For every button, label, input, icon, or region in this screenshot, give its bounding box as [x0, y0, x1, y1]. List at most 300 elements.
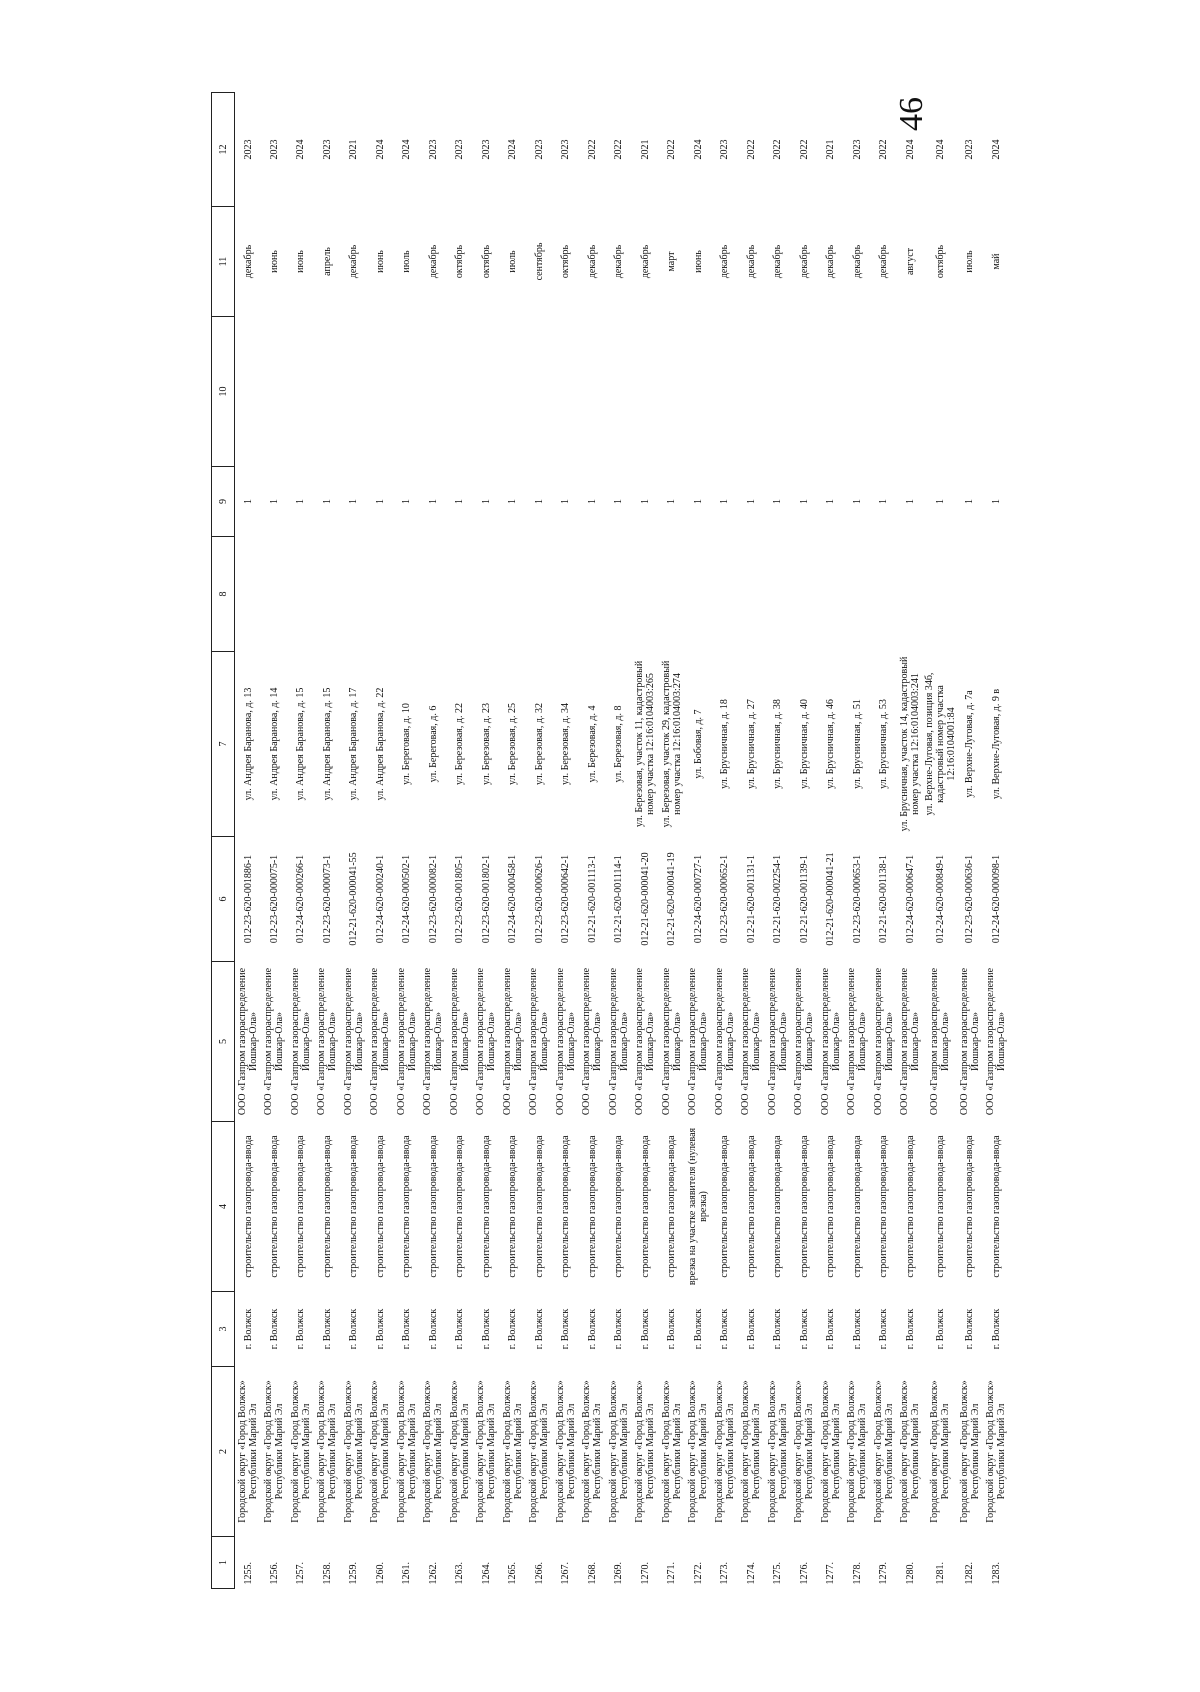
table-cell — [606, 537, 633, 652]
table-cell: 2023 — [533, 139, 545, 160]
table-cell: Городской округ «Город Волжск» Республики Марий Эл — [740, 1380, 763, 1523]
table-cell: ООО «Газпром газораспределение Йошкар-Ола» — [793, 967, 816, 1116]
table-cell: строительство газопровода-ввода — [639, 1135, 651, 1278]
table-cell: 1270. — [639, 1562, 651, 1585]
table-cell: г. Волжск — [454, 1308, 466, 1350]
table-cell — [473, 537, 500, 652]
table-cell: строительство газопровода-ввода — [242, 1135, 254, 1278]
table-cell: строительство газопровода-ввода — [321, 1135, 333, 1278]
table-cell — [314, 537, 341, 652]
table-cell: 012-24-620-000727-1 — [692, 854, 704, 944]
table-cell: 1 — [295, 499, 307, 504]
table-cell: 1280. — [904, 1562, 916, 1585]
table-cell: Городской округ «Город Волжск» Республики Марий Эл — [369, 1380, 392, 1523]
table-cell — [791, 317, 818, 467]
table-cell: 1 — [772, 499, 784, 504]
table-cell: 012-24-620-000647-1 — [904, 854, 916, 944]
table-cell: 012-23-620-001802-1 — [480, 854, 492, 944]
table-cell — [473, 317, 500, 467]
table-cell: строительство газопровода-ввода — [745, 1135, 757, 1278]
column-header: 12 — [212, 93, 235, 207]
table-cell: г. Волжск — [745, 1308, 757, 1350]
table-cell: ул. Березовая, д. 23 — [480, 703, 492, 785]
table-cell: 1279. — [878, 1562, 890, 1585]
table-cell — [394, 317, 421, 467]
table-cell: ул. Березовая, д. 34 — [560, 703, 572, 785]
table-cell: строительство газопровода-ввода — [427, 1135, 439, 1278]
table-cell — [579, 537, 606, 652]
column-header: 6 — [212, 837, 235, 962]
table-row — [791, 93, 818, 1589]
table-row — [765, 93, 792, 1589]
table-cell: Городской округ «Город Волжск» Республики Марий Эл — [846, 1380, 869, 1523]
table-cell: декабрь — [242, 244, 254, 279]
table-cell: июль — [401, 250, 413, 273]
table-cell: г. Волжск — [878, 1308, 890, 1350]
table-cell: Городской округ «Город Волжск» Республики Марий Эл — [554, 1380, 577, 1523]
table-cell: 1262. — [427, 1562, 439, 1585]
table-cell: 1 — [666, 499, 678, 504]
table-cell: ул. Березовая, д. 4 — [586, 705, 598, 783]
table-cell — [712, 317, 739, 467]
table-cell — [791, 537, 818, 652]
table-cell: 012-23-620-000073-1 — [321, 854, 333, 944]
table-cell: 012-23-620-001886-1 — [242, 854, 254, 944]
table-cell — [367, 537, 394, 652]
table-cell: г. Волжск — [401, 1308, 413, 1350]
table-cell: 1 — [348, 499, 360, 504]
table-cell: ООО «Газпром газораспределение Йошкар-Ола» — [713, 967, 736, 1116]
table-cell: строительство газопровода-ввода — [533, 1135, 545, 1278]
table-cell: ООО «Газпром газораспределение Йошкар-Ола» — [554, 967, 577, 1116]
table-cell: ООО «Газпром газораспределение Йошкар-Ола» — [958, 967, 981, 1116]
table-cell: ООО «Газпром газораспределение Йошкар-Ола» — [872, 967, 895, 1116]
table-cell: ООО «Газпром газораспределение Йошкар-Ола» — [687, 967, 710, 1116]
table-cell: 012-24-620-000502-1 — [401, 854, 413, 944]
table-row — [957, 93, 984, 1589]
table-cell: г. Волжск — [851, 1308, 863, 1350]
table-cell: ООО «Газпром газораспределение Йошкар-Ола» — [660, 967, 683, 1116]
table-cell: 1 — [586, 499, 598, 504]
table-cell: г. Волжск — [934, 1308, 946, 1350]
table-cell: Городской округ «Город Волжск» Республики Марий Эл — [899, 1380, 922, 1523]
table-row — [659, 93, 686, 1589]
table-cell: г. Волжск — [268, 1308, 280, 1350]
column-header: 9 — [212, 467, 235, 537]
table-cell: строительство газопровода-ввода — [904, 1135, 916, 1278]
table-cell: ул. Андрея Баранова, д. 17 — [348, 687, 360, 801]
table-row — [685, 93, 712, 1589]
table-cell: 012-21-620-001113-1 — [586, 855, 598, 943]
table-cell: июнь — [268, 250, 280, 273]
table-cell: г. Волжск — [480, 1308, 492, 1350]
table-cell: Городской округ «Город Волжск» Республики Марий Эл — [528, 1380, 551, 1523]
table-cell: Городской округ «Город Волжск» Республики Марий Эл — [263, 1380, 286, 1523]
table-cell: г. Волжск — [586, 1308, 598, 1350]
table-cell: Городской округ «Город Волжск» Республики Марий Эл — [607, 1380, 630, 1523]
table-cell: 2023 — [851, 139, 863, 160]
table-cell: 2023 — [480, 139, 492, 160]
table-cell: строительство газопровода-ввода — [401, 1135, 413, 1278]
table-cell: 1 — [401, 499, 413, 504]
table-cell: ООО «Газпром газораспределение Йошкар-Ола» — [819, 967, 842, 1116]
table-cell: г. Волжск — [825, 1308, 837, 1350]
table-cell: ул. Верхне-Луговая, позиция 34б, кадастровый номер участка 12:16:0104001:84 — [923, 672, 957, 816]
column-header: 11 — [212, 207, 235, 317]
table-cell: октябрь — [934, 244, 946, 279]
table-cell: Городской округ «Город Волжск» Республики Марий Эл — [342, 1380, 365, 1523]
table-cell — [606, 317, 633, 467]
table-row — [341, 93, 368, 1589]
table-cell: ООО «Газпром газораспределение Йошкар-Ола» — [501, 967, 524, 1116]
table-cell: декабрь — [825, 244, 837, 279]
table-cell: строительство газопровода-ввода — [878, 1135, 890, 1278]
table-cell: 1 — [374, 499, 386, 504]
table-cell: ул. Бобовая, д. 7 — [692, 709, 704, 779]
table-cell: строительство газопровода-ввода — [666, 1135, 678, 1278]
table-cell: ООО «Газпром газораспределение Йошкар-Ола» — [448, 967, 471, 1116]
table-cell: 2021 — [348, 139, 360, 160]
table-cell: 1257. — [295, 1562, 307, 1585]
table-cell: Городской округ «Город Волжск» Республики Марий Эл — [766, 1380, 789, 1523]
table-cell: г. Волжск — [348, 1308, 360, 1350]
table-cell: 1 — [480, 499, 492, 504]
table-cell: г. Волжск — [666, 1308, 678, 1350]
table-cell — [261, 537, 288, 652]
table-cell: ООО «Газпром газораспределение Йошкар-Ола» — [289, 967, 312, 1116]
table-cell: май — [990, 253, 1002, 270]
table-cell: ООО «Газпром газораспределение Йошкар-Ола» — [263, 967, 286, 1116]
table-cell: декабрь — [719, 244, 731, 279]
table-cell — [957, 317, 984, 467]
table-cell: 012-23-620-000642-1 — [560, 854, 572, 944]
table-cell: 1274. — [745, 1562, 757, 1585]
table-cell: Городской округ «Город Волжск» Республики Марий Эл — [448, 1380, 471, 1523]
table-cell: 1 — [990, 499, 1002, 504]
table-cell: строительство газопровода-ввода — [295, 1135, 307, 1278]
table-cell: Городской округ «Город Волжск» Республики Марий Эл — [316, 1380, 339, 1523]
table-cell — [526, 317, 553, 467]
table-cell — [957, 537, 984, 652]
table-cell: Городской округ «Город Волжск» Республики Марий Эл — [634, 1380, 657, 1523]
table-row — [632, 93, 659, 1589]
table-cell: ул. Березовая, д. 32 — [533, 703, 545, 785]
data-table — [211, 92, 1010, 1589]
table-cell: 012-21-620-000041-21 — [825, 852, 837, 946]
table-cell: 1 — [321, 499, 333, 504]
table-cell — [818, 537, 845, 652]
table-row — [526, 93, 553, 1589]
table-cell: строительство газопровода-ввода — [454, 1135, 466, 1278]
table-cell: ул. Березовая, участок 29, кадастровый номер участка 12:16:0104003:274 — [660, 660, 683, 828]
table-cell: 2022 — [613, 139, 625, 160]
table-cell: ООО «Газпром газораспределение Йошкар-Ола» — [316, 967, 339, 1116]
table-cell: 012-23-620-000652-1 — [719, 854, 731, 944]
table-cell: 1261. — [401, 1562, 413, 1585]
table-cell: строительство газопровода-ввода — [990, 1135, 1002, 1278]
table-cell: ООО «Газпром газораспределение Йошкар-Ола» — [237, 967, 259, 1116]
table-cell: 012-21-620-000041-19 — [666, 852, 678, 946]
table-cell: 2022 — [666, 139, 678, 160]
table-cell: ул. Андрея Баранова, д. 15 — [295, 687, 307, 801]
table-cell: декабрь — [772, 244, 784, 279]
table-cell: 1267. — [560, 1562, 572, 1585]
table-cell: Городской округ «Город Волжск» Республики Марий Эл — [660, 1380, 683, 1523]
table-cell: 1271. — [666, 1562, 678, 1585]
table-cell — [844, 317, 871, 467]
table-cell — [712, 537, 739, 652]
table-row — [983, 93, 1010, 1589]
table-cell: 1 — [268, 499, 280, 504]
table-cell: г. Волжск — [295, 1308, 307, 1350]
table-cell: декабрь — [348, 244, 360, 279]
table-cell: 012-21-620-001114-1 — [613, 855, 625, 943]
table-cell — [765, 537, 792, 652]
table-cell: 1266. — [533, 1562, 545, 1585]
table-cell: октябрь — [454, 244, 466, 279]
table-cell: 012-23-620-000075-1 — [268, 854, 280, 944]
table-cell: г. Волжск — [613, 1308, 625, 1350]
table-cell: строительство газопровода-ввода — [719, 1135, 731, 1278]
table-cell: строительство газопровода-ввода — [934, 1135, 946, 1278]
table-cell: ул. Береговая, д. 6 — [427, 705, 439, 783]
table-cell: декабрь — [639, 244, 651, 279]
table-cell — [420, 317, 447, 467]
table-row — [447, 93, 474, 1589]
table-cell: ул. Андрея Баранова, д. 14 — [268, 687, 280, 801]
table-cell — [235, 537, 262, 652]
table-cell: строительство газопровода-ввода — [825, 1135, 837, 1278]
table-cell: г. Волжск — [719, 1308, 731, 1350]
table-cell: Городской округ «Город Волжск» Республики Марий Эл — [793, 1380, 816, 1523]
table-cell — [632, 317, 659, 467]
table-cell — [818, 317, 845, 467]
table-cell: ул. Брусничная, д. 51 — [851, 699, 863, 789]
column-header: 1 — [212, 1537, 235, 1589]
table-cell: 2021 — [825, 139, 837, 160]
column-header: 2 — [212, 1367, 235, 1537]
table-cell: строительство газопровода-ввода — [560, 1135, 572, 1278]
table-cell: строительство газопровода-ввода — [798, 1135, 810, 1278]
table-cell — [685, 317, 712, 467]
table-cell: ООО «Газпром газораспределение Йошкар-Ола» — [342, 967, 365, 1116]
table-cell: ул. Брусничная, д. 40 — [798, 699, 810, 789]
table-cell: декабрь — [745, 244, 757, 279]
table-cell: ул. Брусничная, д. 27 — [745, 699, 757, 789]
table-cell: ООО «Газпром газораспределение Йошкар-Ола» — [766, 967, 789, 1116]
table-cell: 2022 — [586, 139, 598, 160]
table-cell — [235, 317, 262, 467]
table-row — [738, 93, 765, 1589]
table-cell: г. Волжск — [904, 1308, 916, 1350]
table-cell: г. Волжск — [427, 1308, 439, 1350]
table-row — [924, 93, 957, 1589]
column-header: 5 — [212, 962, 235, 1122]
table-cell — [447, 537, 474, 652]
table-cell: декабрь — [851, 244, 863, 279]
table-cell: строительство газопровода-ввода — [480, 1135, 492, 1278]
table-cell — [844, 537, 871, 652]
table-row — [818, 93, 845, 1589]
table-cell: 2023 — [268, 139, 280, 160]
table-cell: 1263. — [454, 1562, 466, 1585]
table-cell — [579, 317, 606, 467]
table-cell: ООО «Газпром газораспределение Йошкар-Ола» — [581, 967, 604, 1116]
table-cell: строительство газопровода-ввода — [507, 1135, 519, 1278]
table-cell: 1278. — [851, 1562, 863, 1585]
table-cell: 2023 — [719, 139, 731, 160]
table-cell: г. Волжск — [507, 1308, 519, 1350]
table-body — [235, 93, 1010, 1589]
table-cell: г. Волжск — [374, 1308, 386, 1350]
table-cell: 1258. — [321, 1562, 333, 1585]
table-cell: ул. Брусничная, д. 46 — [825, 699, 837, 789]
table-cell — [738, 537, 765, 652]
table-cell: строительство газопровода-ввода — [268, 1135, 280, 1278]
table-cell: 012-21-620-001138-1 — [878, 855, 890, 943]
table-cell: врезка на участке заявителя (нулевая врезка) — [687, 1127, 710, 1286]
table-cell: 2022 — [878, 139, 890, 160]
table-cell: 1 — [454, 499, 466, 504]
table-cell: 2021 — [639, 139, 651, 160]
table-cell: 012-21-620-001131-1 — [745, 855, 757, 943]
table-cell: Городской округ «Город Волжск» Республики Марий Эл — [872, 1380, 895, 1523]
table-cell — [871, 317, 898, 467]
table-cell — [553, 317, 580, 467]
page-number: 46 — [893, 97, 930, 131]
table-cell: ул. Андрея Баранова, д. 13 — [242, 687, 254, 801]
table-cell: 2024 — [934, 139, 946, 160]
table-cell: июнь — [692, 250, 704, 273]
table-cell: 1 — [745, 499, 757, 504]
table-cell: г. Волжск — [798, 1308, 810, 1350]
table-cell: 1 — [242, 499, 254, 504]
column-header: 4 — [212, 1122, 235, 1292]
table-cell: ООО «Газпром газораспределение Йошкар-Ола» — [528, 967, 551, 1116]
table-cell: 2022 — [772, 139, 784, 160]
table-cell: 2023 — [321, 139, 333, 160]
table-cell: 1273. — [719, 1562, 731, 1585]
table-cell: 1 — [427, 499, 439, 504]
table-cell: г. Волжск — [692, 1308, 704, 1350]
table-cell: Городской округ «Город Волжск» Республики Марий Эл — [687, 1380, 710, 1523]
table-cell: 1 — [560, 499, 572, 504]
table-row — [606, 93, 633, 1589]
table-cell: 2024 — [692, 139, 704, 160]
table-row — [394, 93, 421, 1589]
table-row — [871, 93, 898, 1589]
table-cell — [738, 317, 765, 467]
table-cell: ул. Брусничная, д. 18 — [719, 699, 731, 789]
table-cell: Городской округ «Город Волжск» Республики Марий Эл — [475, 1380, 498, 1523]
table-cell: ООО «Газпром газораспределение Йошкар-Ола» — [985, 967, 1008, 1116]
table-cell: ул. Береговая, д. 10 — [401, 703, 413, 785]
table-cell: 012-23-620-000636-1 — [964, 854, 976, 944]
table-cell: 1256. — [268, 1562, 280, 1585]
table-cell: 012-24-620-000098-1 — [990, 854, 1002, 944]
table-cell: 1 — [878, 499, 890, 504]
table-cell: строительство газопровода-ввода — [586, 1135, 598, 1278]
column-header: 7 — [212, 652, 235, 837]
table-cell: 2022 — [798, 139, 810, 160]
table-row — [897, 93, 924, 1589]
table-cell: 012-21-620-000041-55 — [348, 852, 360, 946]
table-cell: Городской округ «Город Волжск» Республики Марий Эл — [819, 1380, 842, 1523]
table-cell — [314, 317, 341, 467]
table-cell: 2024 — [507, 139, 519, 160]
table-cell: 012-24-620-000849-1 — [934, 854, 946, 944]
table-cell: 2024 — [990, 139, 1002, 160]
table-cell: Городской округ «Город Волжск» Республики Марий Эл — [289, 1380, 312, 1523]
table-cell: 1 — [507, 499, 519, 504]
table-row — [712, 93, 739, 1589]
table-row — [473, 93, 500, 1589]
table-cell: строительство газопровода-ввода — [613, 1135, 625, 1278]
table-cell: 1281. — [934, 1562, 946, 1585]
table-cell: 1265. — [507, 1562, 519, 1585]
table-cell: 012-24-620-000266-1 — [295, 854, 307, 944]
table-cell: 012-24-620-000240-1 — [374, 854, 386, 944]
table-cell: ООО «Газпром газораспределение Йошкар-Ола» — [634, 967, 657, 1116]
table-cell — [685, 537, 712, 652]
table-cell — [261, 317, 288, 467]
table-cell: 2024 — [904, 139, 916, 160]
table-cell: ул. Андрея Баранова, д. 22 — [374, 687, 386, 801]
table-cell: 1268. — [586, 1562, 598, 1585]
table-cell: 1283. — [990, 1562, 1002, 1585]
table-cell: 1 — [825, 499, 837, 504]
table-cell: ООО «Газпром газораспределение Йошкар-Ола» — [607, 967, 630, 1116]
table-row — [553, 93, 580, 1589]
table-cell: 1282. — [964, 1562, 976, 1585]
table-cell — [341, 537, 368, 652]
table-cell: ул. Березовая, д. 8 — [613, 705, 625, 783]
table-cell: август — [904, 247, 916, 276]
table-cell: 1260. — [374, 1562, 386, 1585]
table-cell: сентябрь — [533, 242, 545, 281]
table-cell: г. Волжск — [533, 1308, 545, 1350]
table-cell: 1 — [639, 499, 651, 504]
rotated-table-container — [211, 93, 1008, 1589]
table-cell: ул. Брусничная, д. 38 — [772, 699, 784, 789]
table-cell — [765, 317, 792, 467]
table-cell: декабрь — [613, 244, 625, 279]
table-cell: ООО «Газпром газораспределение Йошкар-Ола» — [475, 967, 498, 1116]
table-cell — [871, 537, 898, 652]
table-cell: 2023 — [427, 139, 439, 160]
table-cell — [924, 317, 957, 467]
table-cell: 1276. — [798, 1562, 810, 1585]
table-cell: 2023 — [964, 139, 976, 160]
table-cell: 2023 — [560, 139, 572, 160]
table-row — [500, 93, 527, 1589]
table-row — [288, 93, 315, 1589]
table-cell — [659, 537, 686, 652]
table-cell — [420, 537, 447, 652]
table-cell: г. Волжск — [964, 1308, 976, 1350]
table-cell: 1275. — [772, 1562, 784, 1585]
table-cell: апрель — [321, 247, 333, 276]
table-cell: ул. Верхне-Луговая, д. 9 в — [990, 688, 1002, 800]
table-cell: Городской округ «Город Волжск» Республики Марий Эл — [237, 1380, 259, 1523]
table-cell: Городской округ «Город Волжск» Республики Марий Эл — [958, 1380, 981, 1523]
table-cell: 2024 — [374, 139, 386, 160]
table-cell: 012-24-620-000458-1 — [507, 854, 519, 944]
table-row — [844, 93, 871, 1589]
table-cell: 1 — [934, 499, 946, 504]
table-cell: 2024 — [295, 139, 307, 160]
table-cell: 012-23-620-000626-1 — [533, 854, 545, 944]
